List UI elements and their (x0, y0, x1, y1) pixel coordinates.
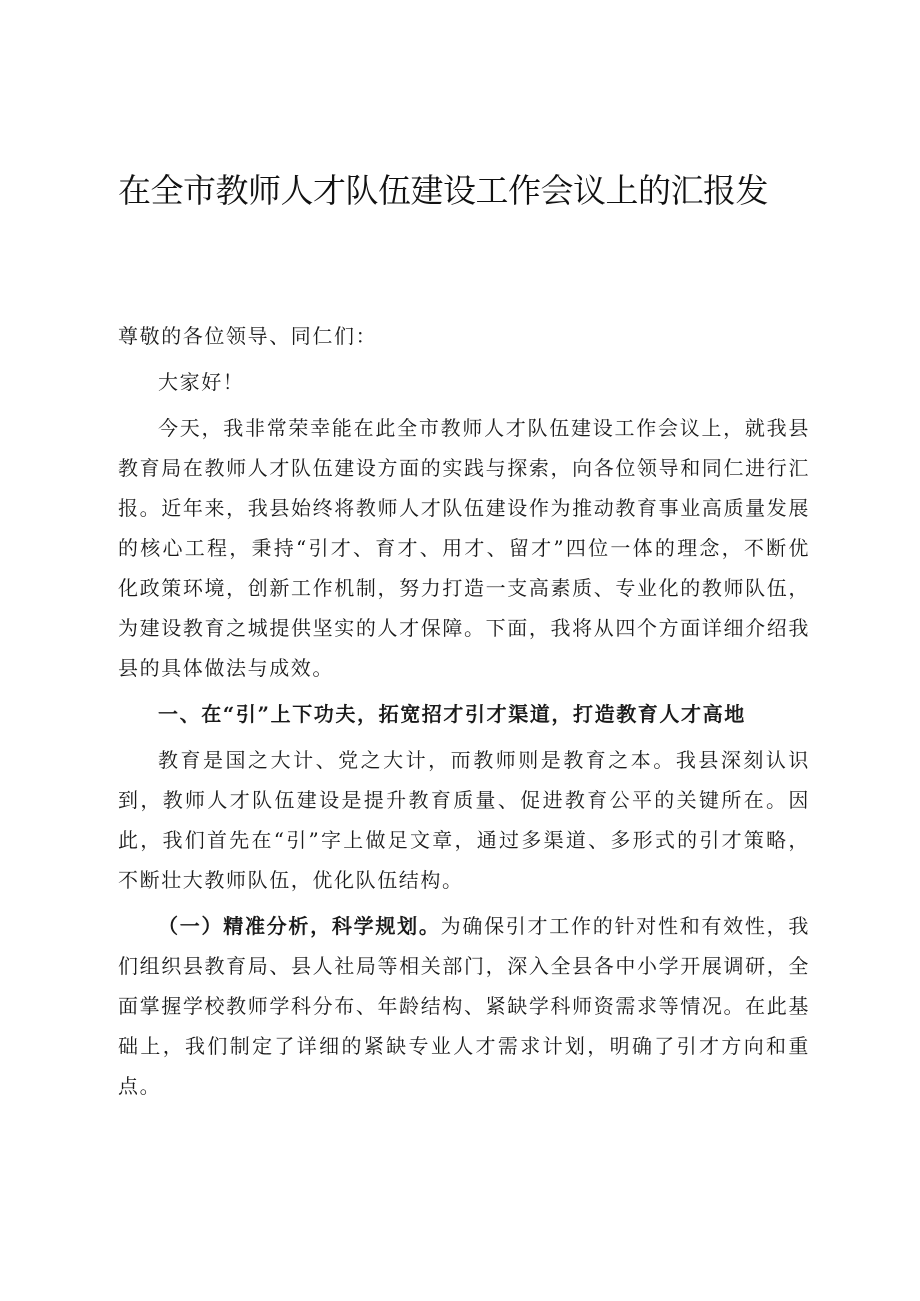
salutation: 尊敬的各位领导、同仁们： (118, 324, 378, 348)
section-paragraph-1: 教育是国之大计、党之大计，而教师则是教育之本。我县深刻认识到，教师人才队伍建设是提升教育质量、促进教育公平的关键所在。因此，我们首先在“引”字上做足文章，通过多渠道、多形式的引才策略，不断壮大教师队伍，优化队伍结构。 (118, 748, 810, 892)
document-title: 在全市教师人才队伍建设工作会议上的汇报发 (118, 171, 768, 210)
greeting: 大家好！ (158, 370, 245, 394)
subsection-paragraph-1 (118, 906, 810, 1106)
subsection-text-1: 为确保引才工作的针对性和有效性，我们组织县教育局、县人社局等相关部门，深入全县各中小学开展调研，全面掌握学校教师学科分布、年龄结构、紧缺学科师资需求等情况。在此基础上，我们制定了详细的紧缺专业人才需求计划，明确了引才方向和重点。 (118, 914, 810, 1098)
subsection-heading-1: （一）精准分析，科学规划。 (158, 914, 441, 938)
document-body (118, 316, 810, 1112)
intro-paragraph: 今天，我非常荣幸能在此全市教师人才队伍建设工作会议上，就我县教育局在教师人才队伍建设方面的实践与探索，向各位领导和同仁进行汇报。近年来，我县始终将教师人才队伍建设作为推动教育事业高质量发展的核心工程，秉持“引才、育才、用才、留才”四位一体的理念，不断优化政策环境，创新工作机制，努力打造一支高素质、专业化的教师队伍，为建设教育之城提供坚实的人才保障。下面，我将从四个方面详细介绍我县的具体做法与成效。 (118, 416, 810, 680)
section-heading-1: 一、在“引”上下功夫，拓宽招才引才渠道，打造教育人才高地 (158, 702, 746, 726)
